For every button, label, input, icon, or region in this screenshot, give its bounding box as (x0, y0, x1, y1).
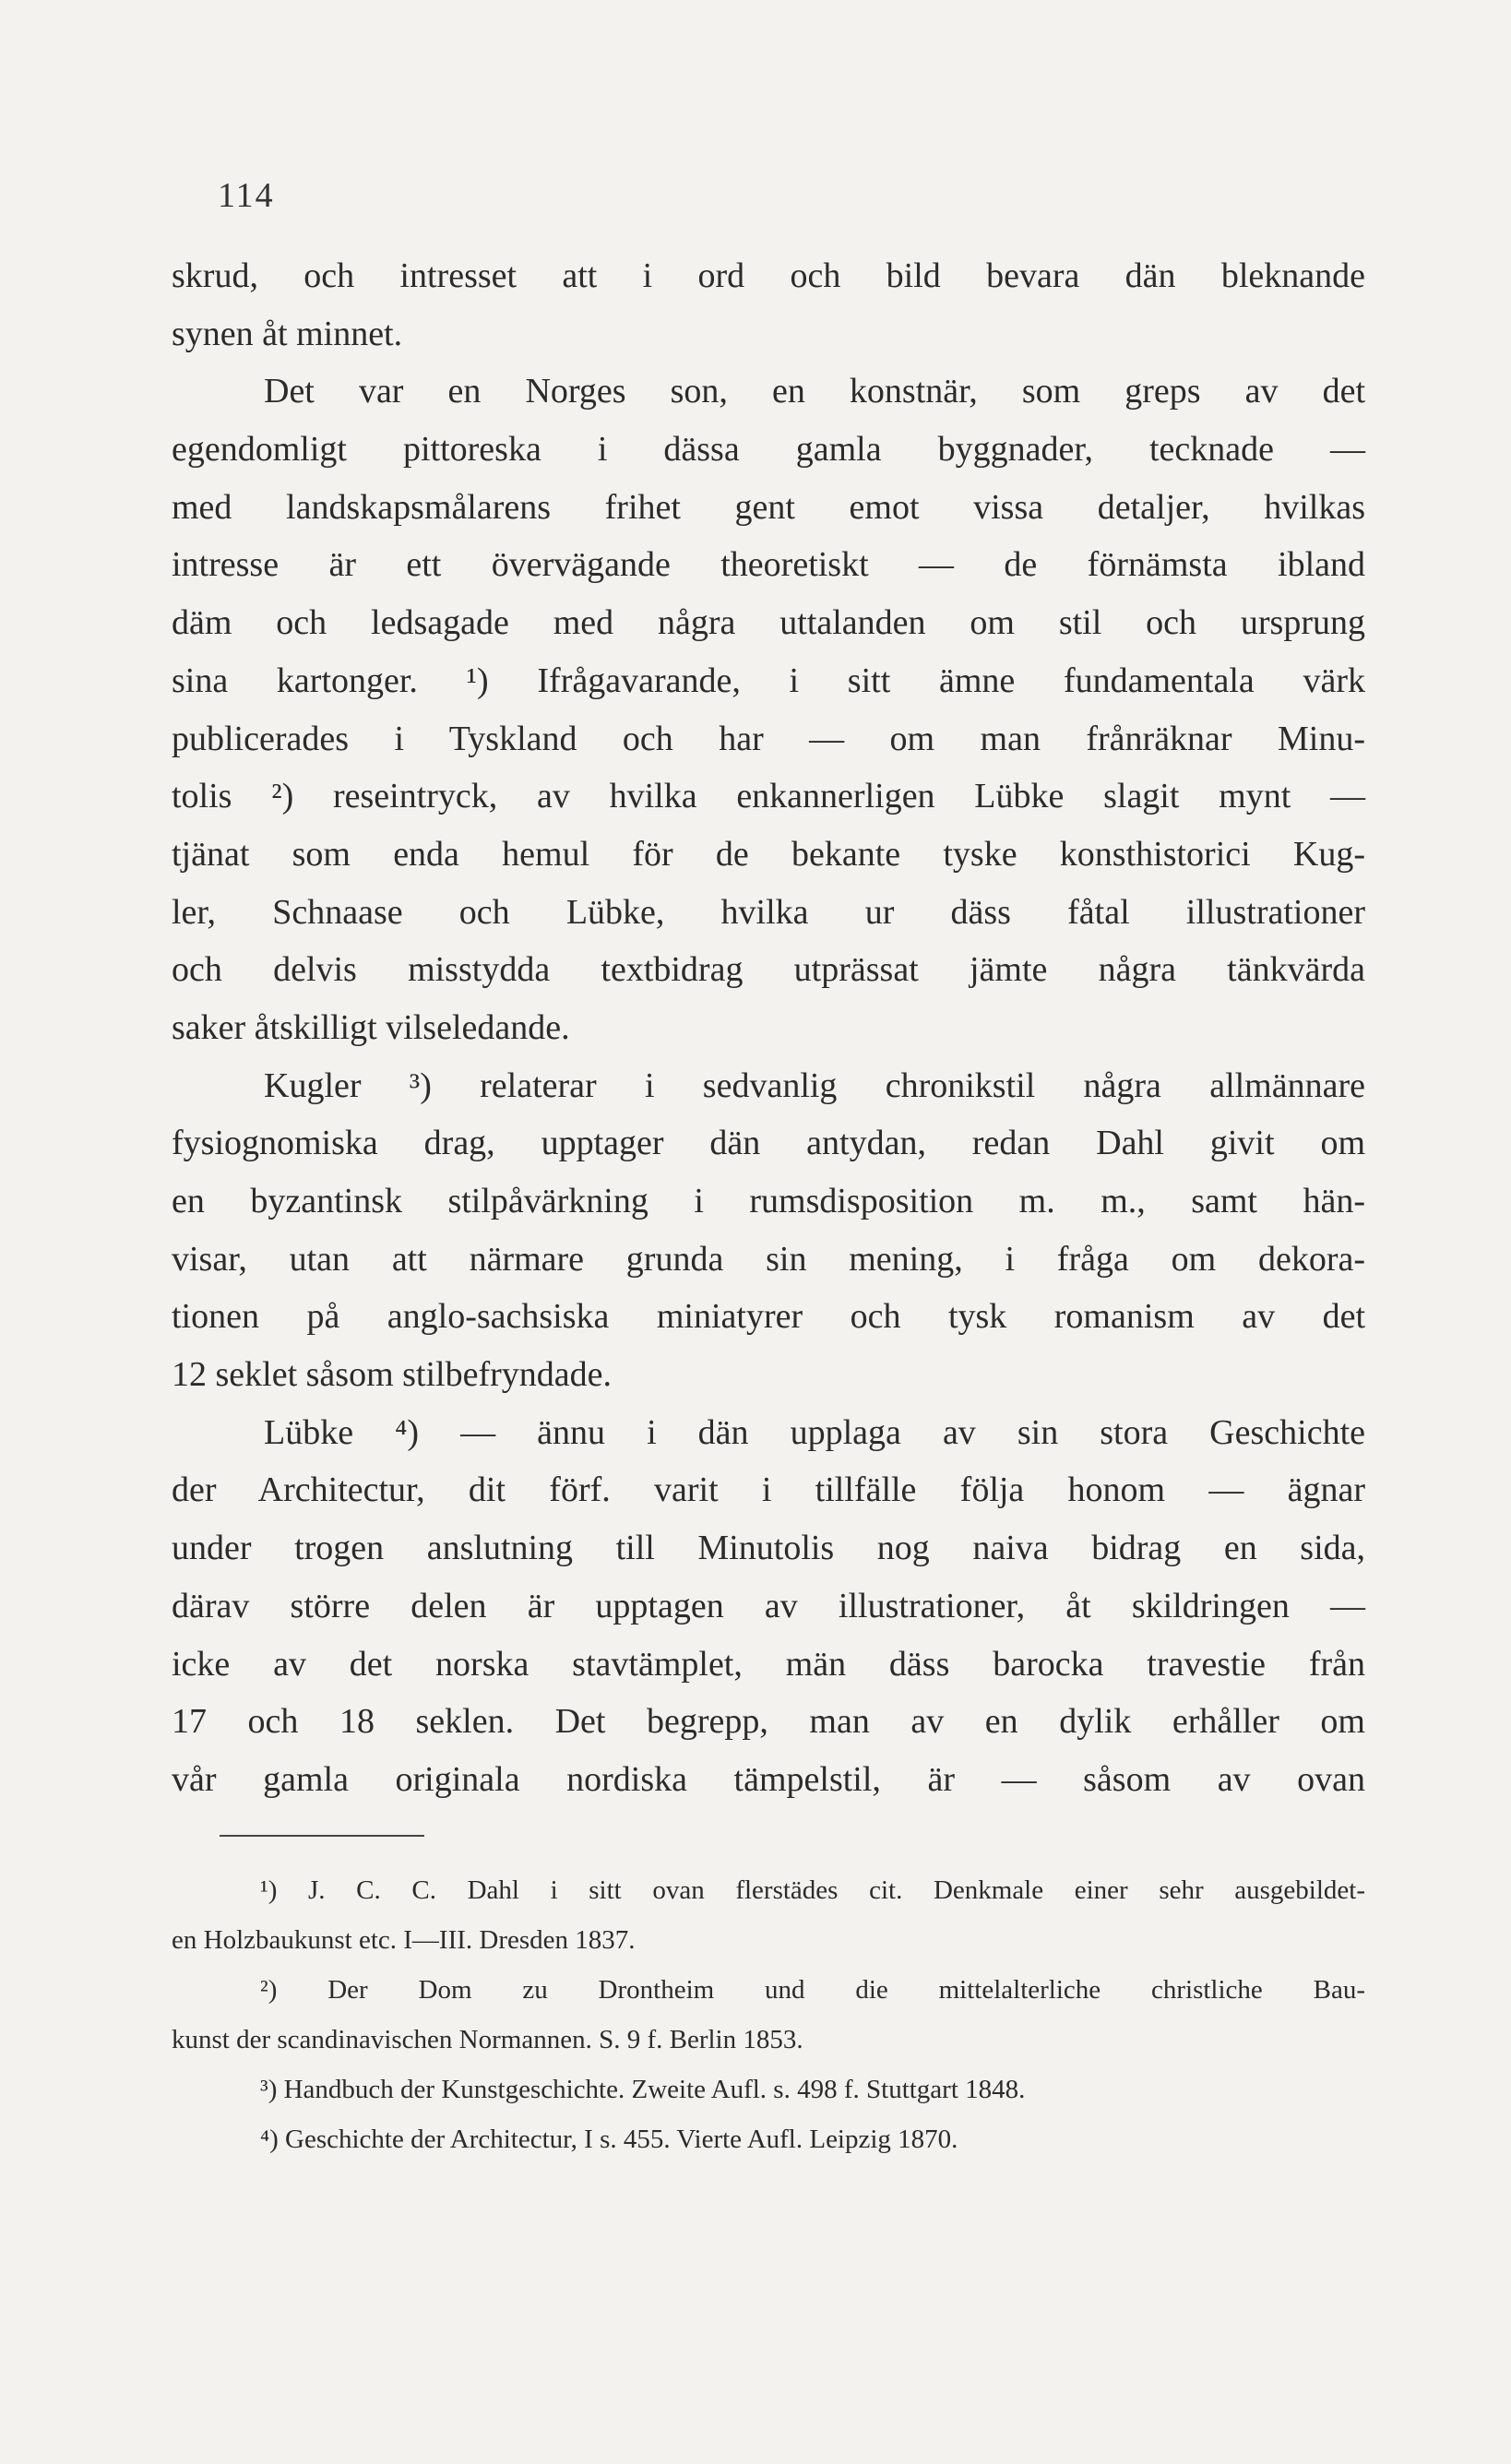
body-line: visar, utan att närmare grunda sin mening, i fråga om dekora- (172, 1239, 1365, 1279)
body-line: därav större delen är upptagen av illustrationer, åt skildringen — (172, 1586, 1365, 1625)
body-line: publicerades i Tyskland och har — om man frånräknar Minu- (172, 719, 1365, 758)
body-line: der Architectur, dit förf. varit i tillfälle följa honom — ägnar (172, 1470, 1365, 1510)
body-line: vår gamla originala nordiska tämpelstil, är — såsom av ovan (172, 1759, 1365, 1799)
footnote-line: ⁴) Geschichte der Architectur, I s. 455. Vierte Aufl. Leipzig 1870. (260, 2125, 958, 2154)
body-line: Lübke ⁴) — ännu i dän upplaga av sin stora Geschichte (264, 1412, 1365, 1452)
body-line: egendomligt pittoreska i dässa gamla byggnader, tecknade — (172, 430, 1365, 470)
footnote-line: ²) Der Dom zu Drontheim und die mittelalterliche christliche Bau- (260, 1975, 1365, 2005)
body-line: tolis ²) reseintryck, av hvilka enkannerligen Lübke slagit mynt — (172, 777, 1365, 816)
body-line: intresse är ett övervägande theoretiskt — de förnämsta ibland (172, 545, 1365, 585)
body-line: en byzantinsk stilpåvärkning i rumsdisposition m. m., samt hän- (172, 1182, 1365, 1220)
footnotes (172, 1865, 1365, 2164)
body-line: 12 seklet såsom stilbefryndade. (172, 1355, 613, 1395)
body-line: skrud, och intresset att i ord och bild bevara dän bleknande (172, 256, 1365, 295)
body-line: saker åtskilligt vilseledande. (172, 1007, 570, 1047)
body-line: Kugler ³) relaterar i sedvanlig chronikstil några allmännare (264, 1065, 1365, 1105)
body-line: med landskapsmålarens frihet gent emot vissa detaljer, hvilkas (172, 487, 1365, 527)
body-line: tjänat som enda hemul för de bekante tyske konsthistorici Kug- (172, 834, 1365, 874)
body-line: Det var en Norges son, en konstnär, som greps av det (264, 372, 1365, 411)
body-line: synen åt minnet. (172, 314, 403, 353)
body-text (172, 247, 1365, 1809)
footnote-line: ³) Handbuch der Kunstgeschichte. Zweite Aufl. s. 498 f. Stuttgart 1848. (260, 2075, 1026, 2104)
body-line: tionen på anglo-sachsiska miniatyrer och tysk romanism av det (172, 1297, 1365, 1337)
body-line: under trogen anslutning till Minutolis nog naiva bidrag en sida, (172, 1529, 1365, 1568)
page-number: 114 (218, 176, 275, 215)
footnote-divider (220, 1835, 424, 1837)
body-line: ler, Schnaase och Lübke, hvilka ur däss fåtal illustrationer (172, 892, 1365, 932)
body-line: icke av det norska stavtämplet, män däss barocka travestie från (172, 1644, 1365, 1684)
body-line: sina kartonger. ¹) Ifrågavarande, i sitt ämne fundamentala värk (172, 661, 1365, 700)
body-line: och delvis misstydda textbidrag utprässat jämte några tänkvärda (172, 950, 1365, 990)
body-line: fysiognomiska drag, upptager dän antydan, redan Dahl givit om (172, 1124, 1365, 1163)
body-line: däm och ledsagade med några uttalanden om stil och ursprung (172, 603, 1365, 643)
footnote-line: kunst der scandinavischen Normannen. S. 9 f. Berlin 1853. (172, 2025, 803, 2054)
body-line: 17 och 18 seklen. Det begrepp, man av en dylik erhåller om (172, 1702, 1365, 1742)
footnote-line: en Holzbaukunst etc. I—III. Dresden 1837. (172, 1925, 636, 1955)
footnote-line: ¹) J. C. C. Dahl i sitt ovan flerstädes cit. Denkmale einer sehr ausgebildet- (260, 1875, 1365, 1905)
